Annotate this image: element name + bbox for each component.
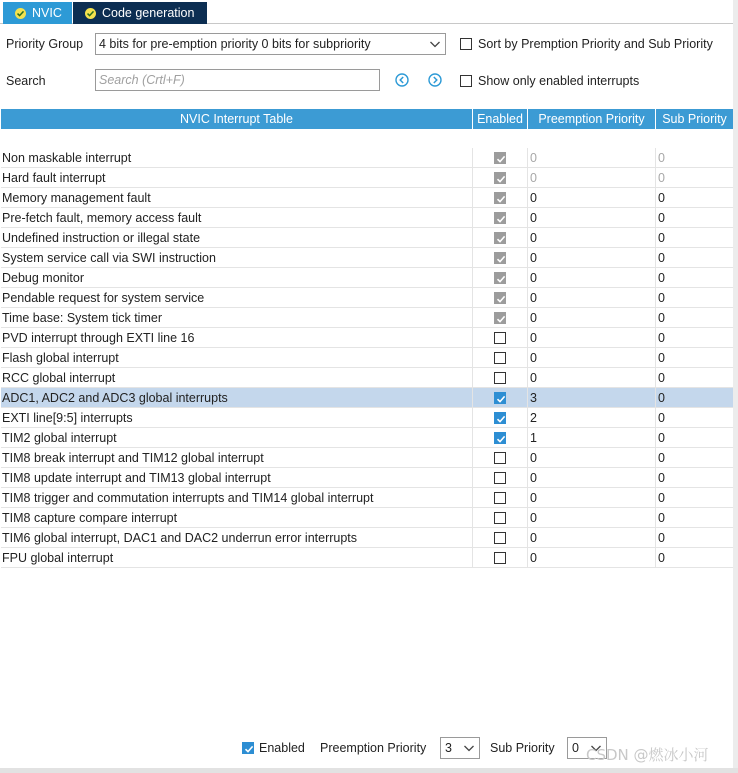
enabled-cell — [473, 408, 528, 427]
enabled-checkbox[interactable] — [494, 532, 506, 544]
window-bottom-border — [0, 768, 738, 773]
interrupt-name: TIM2 global interrupt — [1, 428, 473, 447]
interrupt-name: TIM8 capture compare interrupt — [1, 508, 473, 527]
table-row[interactable] — [1, 508, 733, 528]
preemption-priority-cell[interactable]: 2 — [528, 408, 656, 427]
sub-priority-cell[interactable]: 0 — [658, 450, 665, 465]
column-header-interrupt[interactable]: NVIC Interrupt Table — [1, 109, 473, 129]
interrupt-name: Pendable request for system service — [1, 288, 473, 307]
preemption-priority-cell[interactable]: 0 — [528, 268, 656, 287]
table-row[interactable] — [1, 188, 733, 208]
enabled-checkbox — [494, 172, 506, 184]
sub-priority-cell[interactable]: 0 — [658, 210, 665, 225]
enabled-checkbox — [494, 292, 506, 304]
interrupt-name: Memory management fault — [1, 188, 473, 207]
sub-priority-cell[interactable]: 0 — [658, 410, 665, 425]
enabled-cell — [473, 248, 528, 267]
sub-priority-cell[interactable]: 0 — [658, 470, 665, 485]
sub-priority-cell[interactable]: 0 — [658, 550, 665, 565]
table-row[interactable] — [1, 448, 733, 468]
enabled-cell — [473, 388, 528, 407]
table-body — [1, 148, 733, 568]
preemption-priority-cell[interactable]: 0 — [528, 248, 656, 267]
enabled-cell — [473, 268, 528, 287]
preemption-priority-cell[interactable]: 0 — [528, 368, 656, 387]
column-header-sub-priority[interactable]: Sub Priority — [662, 112, 727, 126]
enabled-checkbox[interactable] — [494, 472, 506, 484]
preemption-priority-cell[interactable]: 0 — [528, 348, 656, 367]
table-row[interactable] — [1, 328, 733, 348]
preemption-priority-cell[interactable]: 1 — [528, 428, 656, 447]
enabled-checkbox — [494, 152, 506, 164]
enabled-cell — [473, 488, 528, 507]
sub-priority-cell[interactable]: 0 — [658, 530, 665, 545]
footer-preemption-value: 3 — [445, 741, 452, 755]
footer-sub-priority-label: Sub Priority — [490, 741, 555, 755]
table-row[interactable] — [1, 488, 733, 508]
preemption-priority-cell[interactable]: 0 — [528, 228, 656, 247]
interrupt-name: System service call via SWI instruction — [1, 248, 473, 267]
preemption-priority-cell[interactable]: 0 — [528, 548, 656, 567]
table-row[interactable] — [1, 548, 733, 568]
interrupt-name: TIM8 trigger and commutation interrupts and TIM14 global interrupt — [1, 488, 473, 507]
interrupt-name: Pre-fetch fault, memory access fault — [1, 208, 473, 227]
interrupt-name: Time base: System tick timer — [1, 308, 473, 327]
preemption-priority-cell[interactable]: 0 — [528, 468, 656, 487]
show-enabled-only-option[interactable] — [460, 74, 639, 88]
enabled-cell — [473, 188, 528, 207]
table-row[interactable] — [1, 468, 733, 488]
check-circle-icon — [85, 8, 96, 19]
search-field[interactable] — [95, 69, 380, 91]
footer-enabled-option[interactable] — [242, 737, 305, 759]
enabled-checkbox[interactable] — [494, 352, 506, 364]
preemption-priority-cell[interactable]: 0 — [528, 148, 656, 167]
enabled-cell — [473, 548, 528, 567]
chevron-down-icon — [429, 37, 441, 54]
sub-priority-cell[interactable]: 0 — [658, 270, 665, 285]
enabled-cell — [473, 428, 528, 447]
enabled-cell — [473, 148, 528, 167]
footer-preemption-select[interactable] — [440, 737, 480, 759]
sub-priority-cell[interactable]: 0 — [658, 250, 665, 265]
enabled-cell — [473, 308, 528, 327]
tab-label: NVIC — [32, 6, 62, 20]
table-row[interactable] — [1, 348, 733, 368]
preemption-priority-cell[interactable]: 0 — [528, 488, 656, 507]
table-row[interactable] — [1, 288, 733, 308]
sub-priority-cell[interactable]: 0 — [658, 190, 665, 205]
enabled-checkbox — [494, 192, 506, 204]
sort-by-priority-checkbox[interactable] — [460, 38, 472, 50]
table-row[interactable] — [1, 268, 733, 288]
interrupt-name: Flash global interrupt — [1, 348, 473, 367]
nvic-interrupt-table — [1, 109, 733, 568]
table-row[interactable] — [1, 408, 733, 428]
preemption-priority-cell[interactable]: 0 — [528, 448, 656, 467]
enabled-checkbox[interactable] — [494, 372, 506, 384]
enabled-cell — [473, 508, 528, 527]
table-row[interactable] — [1, 528, 733, 548]
search-label: Search — [6, 74, 46, 88]
watermark: CSDN @燃冰小河 — [586, 746, 709, 764]
sub-priority-cell[interactable]: 0 — [658, 170, 665, 185]
interrupt-name: TIM6 global interrupt, DAC1 and DAC2 underrun error interrupts — [1, 528, 473, 547]
interrupt-name: TIM8 break interrupt and TIM12 global interrupt — [1, 448, 473, 467]
column-header-preemption-priority[interactable]: Preemption Priority — [528, 109, 656, 129]
preemption-priority-cell[interactable]: 0 — [528, 208, 656, 227]
enabled-checkbox[interactable] — [494, 512, 506, 524]
column-header-enabled[interactable]: Enabled — [473, 109, 528, 129]
interrupt-name: PVD interrupt through EXTI line 16 — [1, 328, 473, 347]
sub-priority-cell[interactable]: 0 — [658, 510, 665, 525]
enabled-checkbox — [494, 312, 506, 324]
interrupt-name: Hard fault interrupt — [1, 168, 473, 187]
sub-priority-cell[interactable]: 0 — [658, 290, 665, 305]
show-enabled-only-checkbox[interactable] — [460, 75, 472, 87]
table-row[interactable] — [1, 308, 733, 328]
sub-priority-cell[interactable]: 0 — [658, 490, 665, 505]
enabled-checkbox — [494, 212, 506, 224]
table-row[interactable] — [1, 368, 733, 388]
sub-priority-cell[interactable]: 0 — [658, 350, 665, 365]
table-row[interactable] — [1, 148, 733, 168]
preemption-priority-cell[interactable]: 0 — [528, 308, 656, 327]
enabled-checkbox — [494, 232, 506, 244]
preemption-priority-cell[interactable]: 3 — [528, 388, 656, 407]
enabled-checkbox[interactable] — [494, 412, 506, 424]
tab-label: Code generation — [102, 6, 195, 20]
interrupt-name: TIM8 update interrupt and TIM13 global interrupt — [1, 468, 473, 487]
enabled-checkbox[interactable] — [494, 332, 506, 344]
sub-priority-cell[interactable]: 0 — [658, 330, 665, 345]
enabled-cell — [473, 368, 528, 387]
table-row[interactable] — [1, 428, 733, 448]
enabled-cell — [473, 328, 528, 347]
footer-sub-priority-value: 0 — [572, 741, 579, 755]
table-row[interactable] — [1, 388, 733, 408]
preemption-priority-cell[interactable]: 0 — [528, 188, 656, 207]
sub-priority-cell[interactable]: 0 — [658, 370, 665, 385]
interrupt-name: RCC global interrupt — [1, 368, 473, 387]
search-previous-icon[interactable] — [395, 73, 409, 87]
table-header — [1, 109, 733, 129]
sub-priority-cell[interactable]: 0 — [658, 390, 665, 405]
enabled-checkbox[interactable] — [494, 492, 506, 504]
enabled-checkbox — [494, 252, 506, 264]
priority-group-label: Priority Group — [6, 37, 84, 51]
tab-nvic[interactable] — [3, 2, 72, 24]
preemption-priority-cell[interactable]: 0 — [528, 508, 656, 527]
chevron-down-icon — [463, 741, 475, 758]
table-row[interactable] — [1, 208, 733, 228]
sub-priority-cell[interactable]: 0 — [658, 310, 665, 325]
window-right-border — [733, 0, 738, 773]
enabled-cell — [473, 288, 528, 307]
sub-priority-cell[interactable]: 0 — [658, 150, 665, 165]
enabled-cell — [473, 468, 528, 487]
preemption-priority-cell[interactable]: 0 — [528, 288, 656, 307]
tab-code-generation[interactable] — [73, 2, 207, 24]
interrupt-name: EXTI line[9:5] interrupts — [1, 408, 473, 427]
tab-bar — [0, 0, 738, 24]
footer-enabled-checkbox[interactable] — [242, 742, 254, 754]
enabled-checkbox[interactable] — [494, 392, 506, 404]
table-row[interactable] — [1, 168, 733, 188]
enabled-cell — [473, 528, 528, 547]
table-row[interactable] — [1, 248, 733, 268]
enabled-checkbox[interactable] — [494, 432, 506, 444]
enabled-cell — [473, 168, 528, 187]
sub-priority-cell[interactable]: 0 — [658, 430, 665, 445]
priority-group-value: 4 bits for pre-emption priority 0 bits for subpriority — [99, 37, 371, 51]
sub-priority-cell[interactable]: 0 — [658, 230, 665, 245]
interrupt-name: FPU global interrupt — [1, 548, 473, 567]
preemption-priority-cell[interactable]: 0 — [528, 528, 656, 547]
enabled-checkbox[interactable] — [494, 452, 506, 464]
check-circle-icon — [15, 8, 26, 19]
show-enabled-only-label: Show only enabled interrupts — [478, 74, 640, 88]
search-input[interactable] — [96, 70, 379, 90]
preemption-priority-cell[interactable]: 0 — [528, 328, 656, 347]
footer-preemption-label: Preemption Priority — [320, 741, 427, 755]
table-row[interactable] — [1, 228, 733, 248]
priority-group-select[interactable] — [95, 33, 446, 55]
enabled-checkbox — [494, 272, 506, 284]
enabled-cell — [473, 448, 528, 467]
interrupt-name: Non maskable interrupt — [1, 148, 473, 167]
footer-enabled-label: Enabled — [259, 741, 305, 755]
enabled-cell — [473, 208, 528, 227]
sort-by-priority-option[interactable] — [460, 37, 713, 51]
preemption-priority-cell[interactable]: 0 — [528, 168, 656, 187]
search-next-icon[interactable] — [428, 73, 442, 87]
interrupt-name: ADC1, ADC2 and ADC3 global interrupts — [1, 388, 473, 407]
sort-by-priority-label: Sort by Premption Priority and Sub Priority — [478, 37, 713, 51]
enabled-cell — [473, 348, 528, 367]
interrupt-name: Debug monitor — [1, 268, 473, 287]
interrupt-name: Undefined instruction or illegal state — [1, 228, 473, 247]
enabled-cell — [473, 228, 528, 247]
enabled-checkbox[interactable] — [494, 552, 506, 564]
